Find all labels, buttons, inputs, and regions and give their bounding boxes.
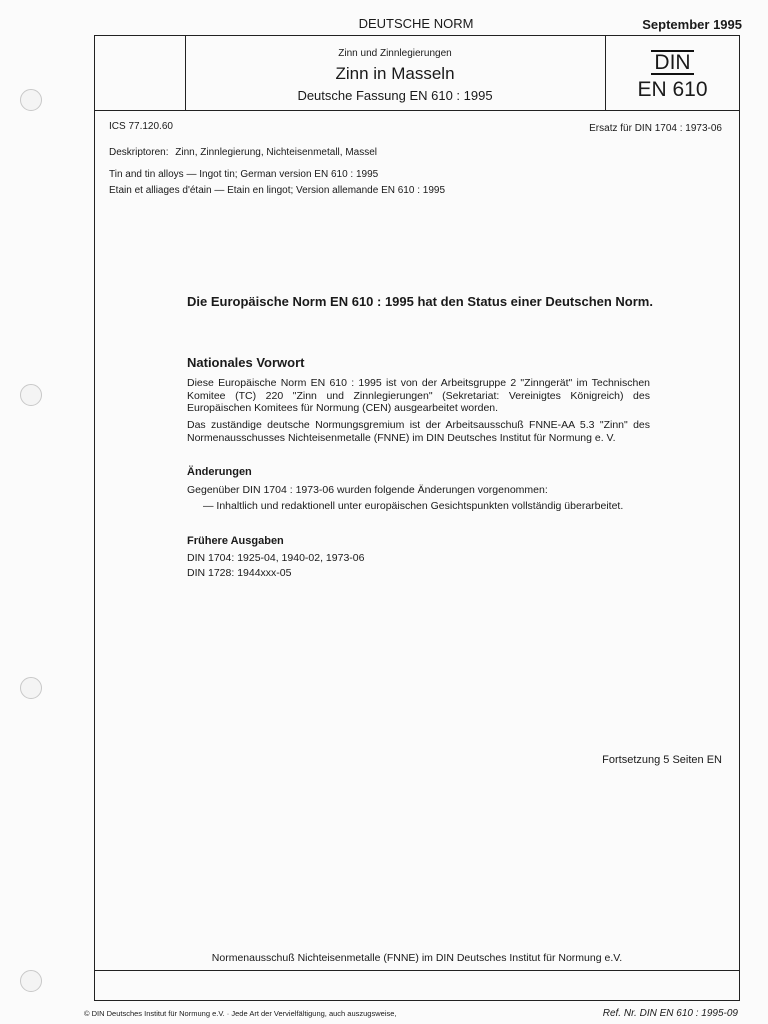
national-foreword-paragraph-2: Das zuständige deutsche Normungsgremium ist der Arbeitsausschuß FNNE-AA 5.3 "Zinn" des Normenausschusses Nichteisenmetalle (FNNE) im DIN Deutsches Institut für Normung e. V. (187, 419, 650, 444)
punch-hole-3 (20, 677, 42, 699)
committee-line: Normenausschuß Nichteisenmetalle (FNNE) im DIN Deutsches Institut für Normung e.V. (211, 952, 623, 964)
earlier-editions-heading: Frühere Ausgaben (187, 535, 284, 547)
changes-heading: Änderungen (187, 466, 252, 478)
earlier-editions-line-2: DIN 1728: 1944xxx-05 (187, 567, 292, 579)
status-statement: Die Europäische Norm EN 610 : 1995 hat den Status einer Deutschen Norm. (187, 294, 653, 309)
descriptors-value: Zinn, Zinnlegierung, Nichteisenmetall, Massel (175, 147, 378, 158)
replaces-note: Ersatz für DIN 1704 : 1973-06 (589, 123, 722, 134)
changes-item: — Inhaltlich und redaktionell unter europäischen Gesichtspunkten vollständig überarbeitet. (203, 500, 624, 512)
punch-hole-4 (20, 970, 42, 992)
reference-number: Ref. Nr. DIN EN 610 : 1995-09 (602, 1008, 738, 1019)
document-subtitle: Zinn und Zinnlegierungen (338, 48, 452, 59)
national-foreword-paragraph-1: Diese Europäische Norm EN 610 : 1995 ist von der Arbeitsgruppe 2 "Zinngerät" im Technischen Komitee (TC) 220 "Zinn und Zinnlegierungen" (Sekretariat: Vereinigtes Königreich) des Europäischen Komitees für Normung (CEN) ausgearbeitet worden. (187, 377, 650, 414)
descriptors-label: Deskriptoren: (109, 147, 169, 158)
ics-code: ICS 77.120.60 (109, 121, 173, 132)
standard-number: EN 610 (637, 78, 708, 101)
national-foreword-heading: Nationales Vorwort (187, 355, 305, 370)
continuation-note: Fortsetzung 5 Seiten EN (602, 754, 722, 766)
punch-hole-1 (20, 89, 42, 111)
earlier-editions-line-1: DIN 1704: 1925-04, 1940-02, 1973-06 (187, 552, 365, 564)
title-french: Etain et alliages d'étain — Etain en lingot; Version allemande EN 610 : 1995 (109, 185, 446, 196)
document-version: Deutsche Fassung EN 610 : 1995 (297, 88, 493, 103)
descriptors-line (109, 147, 377, 158)
title-english: Tin and tin alloys — Ingot tin; German version EN 610 : 1995 (109, 169, 379, 180)
punch-hole-2 (20, 384, 42, 406)
din-logo (606, 50, 739, 75)
changes-intro: Gegenüber DIN 1704 : 1973-06 wurden folgende Änderungen vorgenommen: (187, 484, 548, 496)
din-logo-text: DIN (651, 50, 693, 75)
document-title: Zinn in Masseln (335, 64, 455, 83)
document-date: September 1995 (642, 17, 742, 32)
document-series-label: DEUTSCHE NORM (358, 16, 474, 31)
title-block-divider (94, 110, 740, 111)
bottom-rule (94, 970, 740, 971)
copyright-note: © DIN Deutsches Institut für Normung e.V. · Jede Art der Vervielfältigung, auch auszugsweise, (84, 1009, 397, 1018)
